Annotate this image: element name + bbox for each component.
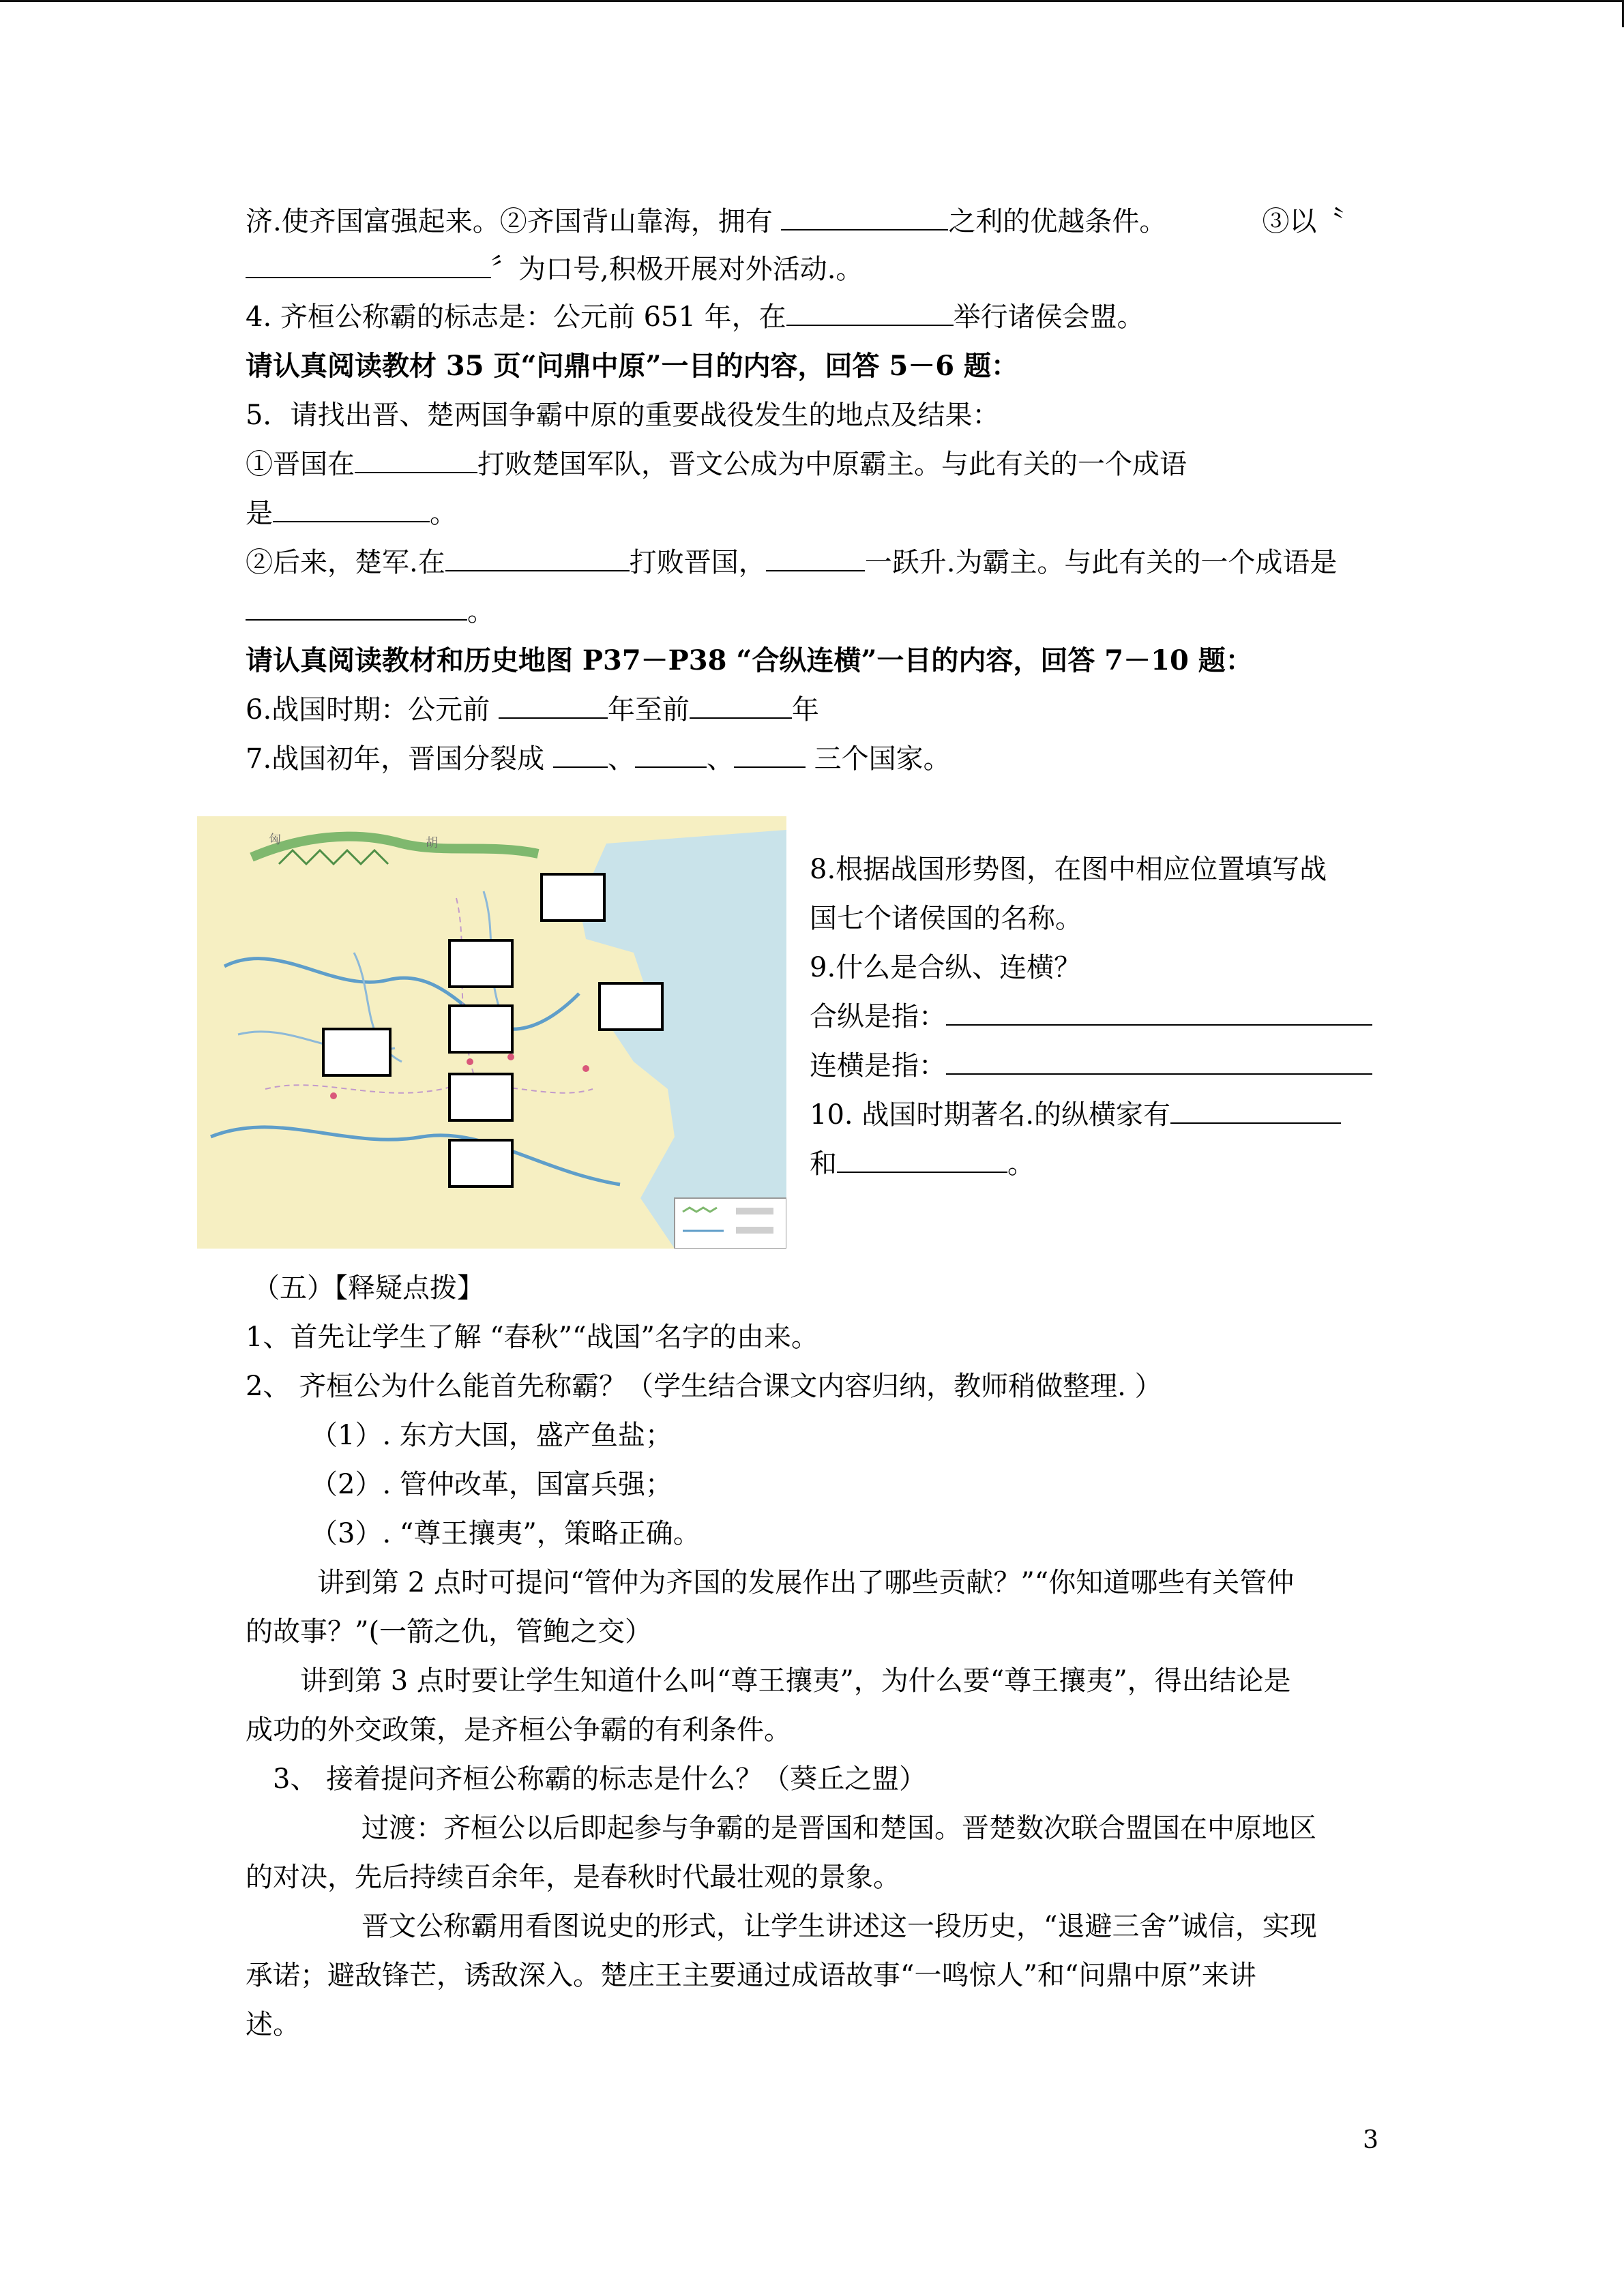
q8-line-2: 国七个诸侯国的名称。: [810, 903, 1082, 934]
instruction-1: 请认真阅读教材 35 页“问鼎中原”一目的内容，回答 5－6 题：: [246, 350, 1019, 382]
q3-blank-advantage[interactable]: [781, 198, 948, 230]
map-legend-text-bar: [736, 1227, 773, 1234]
map-capital-marker: [582, 1065, 589, 1072]
map-answer-box[interactable]: [542, 874, 604, 921]
q3-text: 济.使齐国富强起来。②齐国背山靠海，拥有: [246, 206, 782, 237]
q6-suffix: 年: [791, 694, 819, 726]
q5-item-1-line2: [246, 490, 1378, 537]
q5-item2-suffix: 一跃升.为霸主。与此有关的一个成语是: [864, 547, 1338, 578]
q10-blank-strategist-1[interactable]: [1170, 1091, 1341, 1124]
map-answer-box[interactable]: [449, 940, 512, 987]
q6-blank-end-year[interactable]: [690, 686, 792, 719]
section5-point-1: 1、首先让学生了解 “春秋”“战国”名字的由来。: [246, 1322, 818, 1353]
q9-blank-lianheng[interactable]: [946, 1042, 1372, 1075]
q7-prefix: 7.战国初年，晋国分裂成: [246, 743, 553, 775]
section5-para-4-line-1: 晋文公称霸用看图说史的形式，让学生讲述这一段历史，“退避三舍”诚信，实现: [361, 1911, 1317, 1942]
map-label-north-2: 胡: [426, 836, 438, 850]
map-legend: [675, 1198, 786, 1249]
q5-item2-mid: 打败晋国，: [629, 547, 766, 578]
q7-sep-2: 、: [706, 743, 734, 775]
map-answer-box[interactable]: [600, 983, 662, 1030]
map-answer-box[interactable]: [449, 1006, 512, 1052]
q5-item2-line2-suffix: 。: [467, 596, 494, 627]
q4-line: [246, 293, 1378, 341]
q5-item1-line2-suffix: 。: [430, 498, 457, 529]
section5-para-2-line-1: 讲到第 3 点时要让学生知道什么叫“尊王攘夷”，为什么要“尊王攘夷”，得出结论是: [300, 1665, 1291, 1697]
section5-para-3-line-1: 过渡：齐桓公以后即起参与争霸的是晋国和楚国。晋楚数次联合盟国在中原地区: [361, 1813, 1316, 1844]
q5-item-1: [246, 441, 1378, 488]
q10-end: 。: [1007, 1148, 1035, 1180]
q7-sep-1: 、: [607, 743, 635, 775]
q9-hezong-label: 合纵是指：: [810, 1001, 946, 1032]
section5-point-2: 2、 齐桓公为什么能首先称霸？（学生结合课文内容归纳，教师稍做整理. ）: [246, 1371, 1162, 1402]
section5-para-4-line-3: 述。: [246, 2009, 300, 2040]
q10-line-1: [810, 1091, 1378, 1139]
q5-item-2-line2: [246, 588, 1378, 636]
section5-point-2-2: （2）. 管仲改革，国富兵强；: [310, 1469, 673, 1500]
q4-text: 4. 齐桓公称霸的标志是：公元前 651 年，在: [246, 301, 786, 333]
top-border-line: [0, 0, 1624, 2]
map-capital-marker: [467, 1058, 473, 1065]
q5-question: 5．请找出晋、楚两国争霸中原的重要战役发生的地点及结果：: [246, 400, 1000, 431]
q5-item-2: [246, 539, 1378, 586]
map-answer-box[interactable]: [323, 1029, 390, 1075]
q3-line-1: [246, 198, 1378, 245]
section5-para-2-line-2: 成功的外交政策，是齐桓公争霸的有利条件。: [246, 1714, 791, 1746]
q3-blank-slogan[interactable]: [246, 245, 491, 278]
q3-item3: ③以〝: [1262, 206, 1344, 237]
q9-hezong: [810, 993, 1378, 1041]
q5-blank-battle-2[interactable]: [445, 539, 630, 571]
q9-lianheng-label: 连横是指：: [810, 1050, 946, 1082]
map-legend-text-bar: [736, 1208, 773, 1214]
q5-blank-ruler[interactable]: [766, 539, 865, 571]
q3-text-suffix: 之利的优越条件。: [948, 206, 1167, 237]
q7-line: [246, 735, 1378, 783]
q3-line-2: [246, 245, 1378, 293]
q8-line-1: 8.根据战国形势图，在图中相应位置填写战: [810, 854, 1327, 885]
page-number: 3: [1363, 2126, 1378, 2154]
q5-item1-line2-prefix: 是: [246, 498, 273, 529]
section5-point-2-1: （1）. 东方大国，盛产鱼盐；: [310, 1420, 673, 1451]
q5-item2-prefix: ②后来，楚军.在: [246, 547, 445, 578]
q5-blank-idiom-2[interactable]: [246, 588, 467, 621]
q4-blank-place[interactable]: [786, 293, 954, 326]
section5-title: （五）【释疑点拨】: [252, 1272, 484, 1304]
section5-para-3-line-2: 的对决，先后持续百余年，是春秋时代最壮观的景象。: [246, 1862, 900, 1893]
map-capital-marker: [330, 1092, 337, 1099]
q3-line2-text: 〞为口号,积极开展对外活动.。: [491, 254, 863, 285]
q7-suffix: 三个国家。: [805, 743, 951, 775]
q10-text: 10. 战国时期著名.的纵横家有: [810, 1099, 1171, 1131]
map-capital-marker: [507, 1054, 514, 1060]
q6-mid: 年至前: [607, 694, 690, 726]
q5-blank-idiom-1[interactable]: [273, 490, 430, 522]
q9-blank-hezong[interactable]: [946, 993, 1372, 1026]
q7-blank-state-1[interactable]: [553, 735, 608, 768]
map-answer-box[interactable]: [449, 1140, 512, 1187]
section5-point-3: 3、 接着提问齐桓公称霸的标志是什么？（葵丘之盟）: [273, 1763, 927, 1795]
section5-para-4-line-2: 承诺；避敌锋芒，诱敌深入。楚庄王主要通过成语故事“一鸣惊人”和“问鼎中原”来讲: [246, 1960, 1256, 1991]
map-answer-box[interactable]: [449, 1074, 512, 1120]
section5-point-2-3: （3）. “尊王攘夷”，策略正确。: [310, 1518, 700, 1549]
q6-line: [246, 686, 1378, 734]
q4-text-suffix: 举行诸侯会盟。: [953, 301, 1145, 333]
q9-lianheng: [810, 1042, 1378, 1090]
instruction-2: 请认真阅读教材和历史地图 P37－P38 “合纵连横”一目的内容，回答 7－10 题：: [246, 644, 1253, 676]
map-label-north-1: 匈: [269, 833, 281, 847]
q9-title: 9.什么是合纵、连横？: [810, 952, 1082, 983]
q7-blank-state-2[interactable]: [635, 735, 707, 768]
section5-para-1-line-2: 的故事？”(一箭之仇，管鲍之交）: [246, 1616, 653, 1648]
warring-states-map: [197, 816, 786, 1249]
q10-blank-strategist-2[interactable]: [837, 1140, 1007, 1173]
q5-item1-suffix: 打败楚国军队，晋文公成为中原霸主。与此有关的一个成语: [477, 449, 1187, 480]
q6-prefix: 6.战国时期：公元前: [246, 694, 499, 726]
q5-blank-battle-1[interactable]: [355, 441, 477, 473]
q10-line-2: [810, 1140, 1378, 1188]
q7-blank-state-3[interactable]: [734, 735, 806, 768]
q5-item1-prefix: ①晋国在: [246, 449, 355, 480]
q10-and: 和: [810, 1148, 837, 1180]
section5-para-1-line-1: 讲到第 2 点时可提问“管仲为齐国的发展作出了哪些贡献？”“你知道哪些有关管仲: [317, 1567, 1295, 1598]
q6-blank-start-year[interactable]: [499, 686, 608, 719]
